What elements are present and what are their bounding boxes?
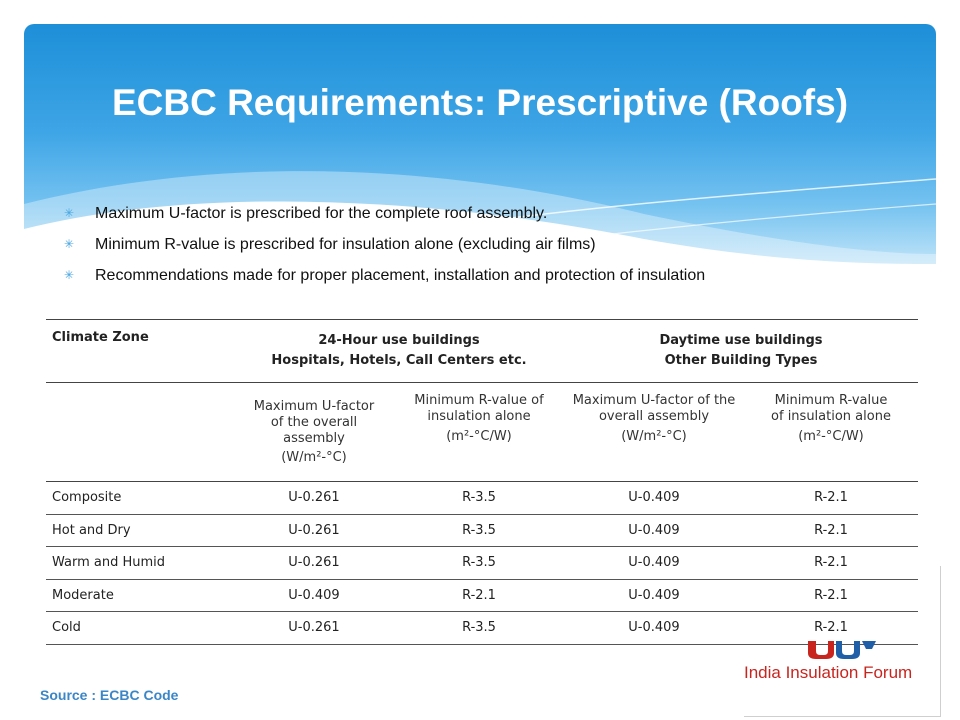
bullet-item [64,198,784,229]
table-row: Moderate U-0.409 R-2.1 U-0.409 R-2.1 [46,579,918,612]
bullet-star-icon: ✳ [64,206,75,220]
bullet-star-icon: ✳ [64,237,75,251]
bullet-item [64,229,784,260]
subheader-min-r-day: Minimum R-value of insulation alone (m²-°C/W) [744,383,918,482]
bullet-text: Maximum U-factor is prescribed for the complete roof assembly. [95,205,548,222]
slide-title: ECBC Requirements: Prescriptive (Roofs) [111,82,849,123]
subheader-min-r-24h: Minimum R-value of insulation alone (m²-°C/W) [394,383,564,482]
logo-text: India Insulation Forum [744,663,913,682]
bullet-item [64,260,784,291]
group-header-daytime: Daytime use buildings Other Building Types [564,320,918,383]
bullet-text: Minimum R-value is prescribed for insulation alone (excluding air films) [95,236,596,253]
bullet-star-icon: ✳ [64,268,75,282]
subheader-max-u-24h: Maximum U-factor of the overall assembly (W/m²-°C) [234,383,394,482]
table-row: Hot and Dry U-0.261 R-3.5 U-0.409 R-2.1 [46,514,918,547]
bullet-list [64,198,784,304]
table-header-row [46,320,918,383]
table-row: Cold U-0.261 R-3.5 U-0.409 R-2.1 [46,612,918,645]
logo-mark-icon [806,639,878,661]
group-header-24hour: 24-Hour use buildings Hospitals, Hotels, Call Centers etc. [234,320,564,383]
table-row: Composite U-0.261 R-3.5 U-0.409 R-2.1 [46,482,918,515]
india-insulation-forum-logo [744,566,940,716]
climate-zone-header: Climate Zone [46,320,234,383]
subheader-max-u-day: Maximum U-factor of the overall assembly (W/m²-°C) [564,383,744,482]
source-note: Source : ECBC Code [40,687,179,703]
empty-cell [46,383,234,482]
table-row: Warm and Humid U-0.261 R-3.5 U-0.409 R-2.1 [46,547,918,580]
table-subheader-row [46,383,918,482]
bullet-text: Recommendations made for proper placement, installation and protection of insulation [95,267,706,284]
